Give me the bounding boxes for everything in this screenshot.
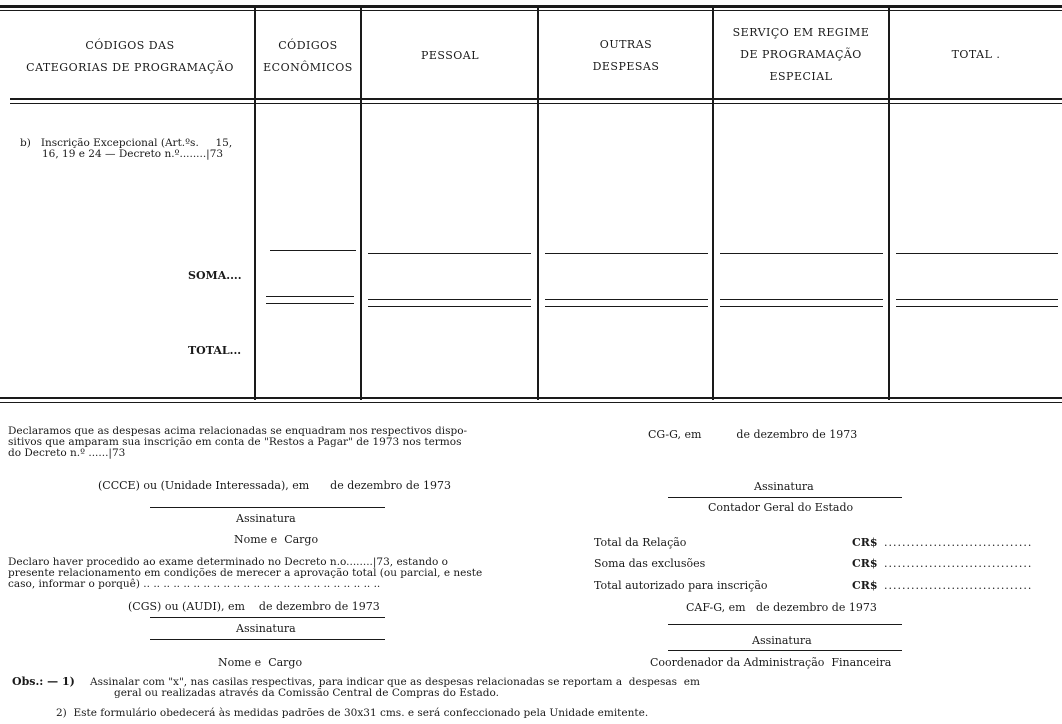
row-b-line2: 16, 19 e 24 — Decreto n.º........|73 xyxy=(42,148,224,160)
row-soma-exclusoes-currency: CR$ xyxy=(852,557,878,570)
table-top-rule-thin xyxy=(0,10,1062,11)
col-divider-3 xyxy=(537,8,539,400)
header-pessoal xyxy=(364,45,536,67)
soma-bottom-rule-col3-b xyxy=(368,306,531,307)
signature-line-contador xyxy=(668,497,902,498)
header-servico-line1: SERVIÇO EM REGIME xyxy=(732,26,870,39)
place-date-cafg: CAF-G, em de dezembro de 1973 xyxy=(686,601,877,614)
col-divider-1 xyxy=(254,8,256,400)
obs-item1-line2: geral ou realizadas através da Comissão Central de Compras do Estado. xyxy=(114,687,499,699)
header-categorias-line2: CATEGORIAS DE PROGRAMAÇÃO xyxy=(26,61,234,74)
row-total-autorizado-currency: CR$ xyxy=(852,579,878,592)
header-categorias-line1: CÓDIGOS DAS xyxy=(85,39,175,52)
soma-bottom-rule-col5-a xyxy=(720,299,883,300)
row-total-relacao-dots: ................................. xyxy=(884,536,1033,549)
declaration-2-line1: Declaro haver procedido ao exame determinado no Decreto n.o........|73, estando o xyxy=(8,556,448,568)
place-date-cgs: (CGS) ou (AUDI), em de dezembro de 1973 xyxy=(128,600,380,613)
soma-bottom-rule-col4-b xyxy=(545,306,708,307)
header-total xyxy=(892,44,1060,66)
col-divider-5 xyxy=(888,8,890,400)
table-top-rule xyxy=(0,5,1062,8)
soma-top-rule-col6 xyxy=(896,253,1058,254)
header-pessoal-line1: PESSOAL xyxy=(420,49,480,62)
obs-label: Obs.: — 1) xyxy=(12,675,75,688)
row-soma-exclusoes-label: Soma das exclusões xyxy=(594,557,706,570)
place-date-cgg: CG-G, em de dezembro de 1973 xyxy=(648,428,858,441)
header-outras-line2: DESPESAS xyxy=(592,60,660,73)
role-coordenador: Coordenador da Administração Financeira xyxy=(650,656,892,669)
total-label: TOTAL... xyxy=(188,344,242,357)
soma-label: SOMA.... xyxy=(188,269,242,282)
name-cargo-1: Nome e Cargo xyxy=(234,533,319,546)
declaration-2-line2: presente relacionamento em condições de merecer a aprovação total (ou parcial, e neste xyxy=(8,567,483,579)
place-date-ccce: (CCCE) ou (Unidade Interessada), em de dezembro de 1973 xyxy=(98,479,451,492)
header-servico-line3: ESPECIAL xyxy=(769,70,833,83)
signature-line-2 xyxy=(150,617,385,618)
role-contador: Contador Geral do Estado xyxy=(708,501,854,514)
soma-top-rule-col3 xyxy=(368,253,531,254)
signature-label-contador: Assinatura xyxy=(754,480,814,493)
declaration-2-line3: caso, informar o porquê) .. .. .. .. .. .. .. .. .. .. .. .. .. .. .. .. .. .. .. .. .. .. .. .. xyxy=(8,578,381,590)
soma-bottom-rule-col2-b xyxy=(266,303,354,304)
row-total-autorizado-label: Total autorizado para inscrição xyxy=(594,579,768,592)
header-outras-despesas xyxy=(541,34,711,78)
soma-bottom-rule-col4-a xyxy=(545,299,708,300)
soma-bottom-rule-col5-b xyxy=(720,306,883,307)
header-servico-line2: DE PROGRAMAÇÃO xyxy=(740,48,862,61)
signature-line-coordenador-top xyxy=(668,624,902,625)
row-total-relacao-label: Total da Relação xyxy=(594,536,687,549)
table-bottom-rule xyxy=(0,397,1062,399)
header-outras-line1: OUTRAS xyxy=(599,38,653,51)
header-bottom-rule xyxy=(10,98,1062,100)
signature-label-2: Assinatura xyxy=(236,622,296,635)
header-total-line1: TOTAL . xyxy=(951,48,1001,61)
soma-top-rule-col5 xyxy=(720,253,883,254)
signature-label-1: Assinatura xyxy=(236,512,296,525)
soma-bottom-rule-col2-a xyxy=(266,296,354,297)
header-servico-regime xyxy=(716,22,886,88)
soma-top-rule-col4 xyxy=(545,253,708,254)
header-categorias xyxy=(10,35,250,79)
col-divider-2 xyxy=(360,8,362,400)
declaration-1-line2: sitivos que amparam sua inscrição em conta de "Restos a Pagar" de 1973 nos termos xyxy=(8,436,462,448)
soma-bottom-rule-col6-b xyxy=(896,306,1058,307)
declaration-1-line3: do Decreto n.º ......|73 xyxy=(8,447,126,459)
signature-line-1 xyxy=(150,507,385,508)
declaration-1-line1: Declaramos que as despesas acima relacionadas se enquadram nos respectivos dispo- xyxy=(8,425,468,437)
signature-line-coordenador xyxy=(668,650,902,651)
obs-item1-line1: Assinalar com "x", nas casilas respectivas, para indicar que as despesas relacionadas se reportam a despesas em xyxy=(90,676,700,688)
signature-label-coordenador: Assinatura xyxy=(752,634,812,647)
header-bottom-rule-thin xyxy=(10,103,1062,104)
col-divider-4 xyxy=(712,8,714,400)
header-codigos-line2: ECONÔMICOS xyxy=(263,61,353,74)
table-bottom-rule-thin xyxy=(0,402,1062,403)
header-codigos-line1: CÓDIGOS xyxy=(278,39,338,52)
row-b-line1: b) Inscrição Excepcional (Art.ºs. 15, xyxy=(20,137,233,149)
header-codigos-economicos xyxy=(258,35,358,79)
row-total-autorizado-dots: ................................. xyxy=(884,579,1033,592)
soma-top-rule-col2 xyxy=(270,250,356,251)
signature-line-2b xyxy=(150,639,385,640)
soma-bottom-rule-col3-a xyxy=(368,299,531,300)
obs-item2: 2) Este formulário obedecerá às medidas padrões de 30x31 cms. e será confeccionado pela Unidade emitente. xyxy=(56,707,649,719)
row-total-relacao-currency: CR$ xyxy=(852,536,878,549)
row-soma-exclusoes-dots: ................................. xyxy=(884,557,1033,570)
soma-bottom-rule-col6-a xyxy=(896,299,1058,300)
name-cargo-2: Nome e Cargo xyxy=(218,656,303,669)
